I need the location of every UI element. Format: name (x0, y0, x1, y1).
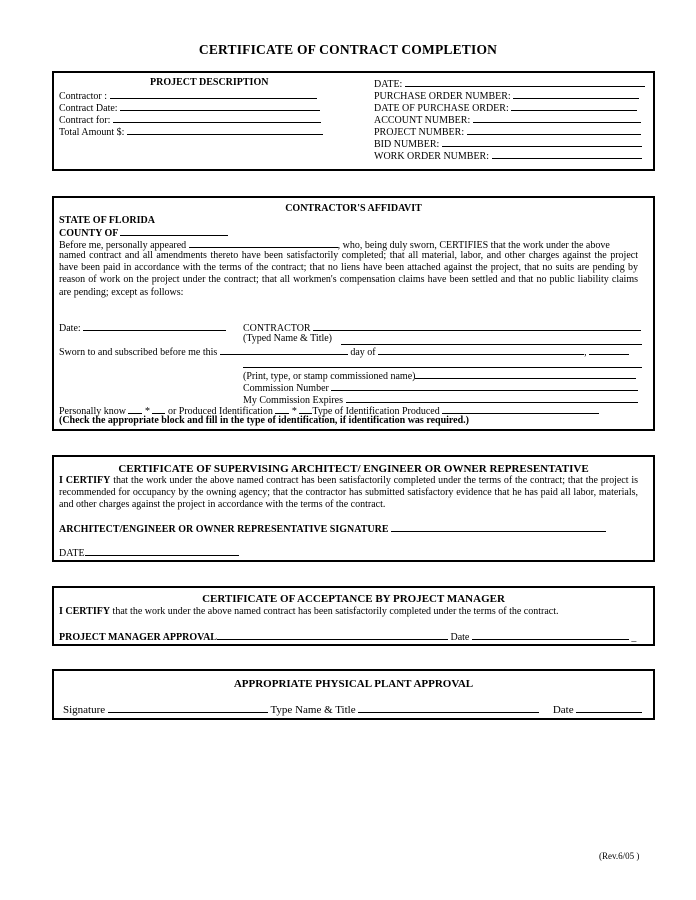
contract-for-field[interactable] (113, 113, 321, 123)
sworn-comma: , (584, 347, 587, 358)
day-of-label: day of (350, 347, 376, 358)
po-number-label: PURCHASE ORDER NUMBER: (374, 91, 511, 102)
contract-date-label: Contract Date: (59, 103, 118, 114)
architect-certificate-section (52, 455, 655, 562)
plant-signature-row (63, 703, 642, 716)
asterisk-1: * (144, 406, 150, 417)
manager-body-text: that the work under the above named contract has been satisfactorily completed under the terms of the contract. (112, 606, 559, 617)
architect-signature-row (59, 522, 606, 536)
county-label: COUNTY OF (59, 228, 118, 239)
before-me-label: Before me, personally appeared (59, 240, 187, 251)
project-manager-section (52, 586, 655, 646)
typed-name-label: (Typed Name & Title) (243, 333, 333, 344)
sworn-month-field[interactable] (378, 345, 584, 355)
sworn-row (59, 345, 629, 359)
plant-type-name-field[interactable] (358, 703, 539, 713)
po-date-label: DATE OF PURCHASE ORDER: (374, 103, 509, 114)
manager-approval-field[interactable] (217, 630, 448, 640)
sworn-label: Sworn to and subscribed before me this (59, 347, 218, 358)
date-label: DATE: (374, 79, 403, 90)
bid-number-label: BID NUMBER: (374, 139, 440, 150)
commission-number-label: Commission Number (243, 383, 329, 394)
personally-known-checkbox[interactable] (128, 404, 142, 414)
project-number-field[interactable] (467, 125, 641, 135)
manager-date-trail: _ (631, 632, 637, 643)
project-number-label: PROJECT NUMBER: (374, 127, 465, 138)
po-date-field[interactable] (511, 101, 637, 111)
affidavit-date-label: Date: (59, 323, 81, 334)
manager-i-certify: I CERTIFY (59, 606, 111, 617)
affidavit-body: named contract and all amendments thereto have been satisfactorily completed; that all material, labor, and other charges against the project have been paid in accordance with the terms of the contract; that no liens have been attached against the project, that no suits are pending by reason of work on the project under the contract; that all workmen's compensation claims have been settled and that no public liability claims are pending; except as follows: (59, 250, 638, 298)
affidavit-heading: CONTRACTOR'S AFFIDAVIT (285, 203, 422, 214)
manager-body (59, 606, 559, 618)
manager-date-label: Date (450, 632, 470, 643)
work-order-number-field[interactable] (492, 149, 642, 159)
affidavit-date-field[interactable] (83, 321, 226, 331)
plant-date-label: Date (552, 704, 574, 716)
contractor-label: Contractor : (59, 91, 108, 102)
contract-for-label: Contract for: (59, 115, 111, 126)
project-description-heading: PROJECT DESCRIPTION (150, 77, 269, 88)
work-order-number-row (374, 149, 642, 163)
type-id-label: Type of Identification Produced (312, 406, 440, 417)
total-amount-label: Total Amount $: (59, 127, 125, 138)
total-amount-field[interactable] (127, 125, 323, 135)
po-number-field[interactable] (513, 89, 639, 99)
contractor-field[interactable] (110, 89, 317, 99)
architect-body (59, 475, 638, 512)
bid-number-field[interactable] (442, 137, 642, 147)
project-description-section (52, 71, 655, 171)
produced-id-blank[interactable] (299, 404, 312, 414)
revision-label: (Rev.6/05 ) (599, 851, 640, 861)
architect-date-row (59, 546, 239, 560)
document-title: CERTIFICATE OF CONTRACT COMPLETION (198, 42, 498, 57)
notary-signature-field[interactable] (243, 359, 642, 368)
architect-signature-field[interactable] (391, 522, 606, 532)
produced-id-checkbox[interactable] (275, 404, 289, 414)
contractor-signature-label: CONTRACTOR (243, 323, 311, 334)
affidavit-date-row (59, 321, 226, 335)
manager-date-field[interactable] (472, 630, 629, 640)
plant-type-name-label: Type Name & Title (270, 704, 356, 716)
or-produced-label: or Produced Identification (167, 406, 273, 417)
architect-signature-label: ARCHITECT/ENGINEER OR OWNER REPRESENTATIVE SIGNATURE (59, 524, 389, 535)
manager-approval-label: PROJECT MANAGER APPROVAL (59, 632, 217, 643)
architect-body-text: that the work under the above named contract has been satisfactorily completed under the terms of the contract; that the project is recommended for occupancy by the owning agency; that the contractor has submitted satisfactory evidence that he has paid all labor, materials, and other charges against the project in accordance with the terms of the contract. (59, 475, 639, 511)
sworn-day-field[interactable] (220, 345, 348, 355)
type-id-field[interactable] (442, 404, 599, 414)
print-name-field[interactable] (415, 369, 636, 379)
asterisk-2: * (291, 406, 297, 417)
total-amount-row (59, 125, 323, 139)
plant-signature-field[interactable] (108, 703, 268, 713)
typed-name-field[interactable] (341, 336, 642, 345)
personally-known-blank[interactable] (152, 404, 165, 414)
plant-signature-label: Signature (63, 704, 106, 716)
architect-date-field[interactable] (85, 546, 239, 556)
county-field[interactable] (120, 226, 228, 236)
contractor-signature-field[interactable] (313, 321, 641, 331)
manager-approval-row (59, 630, 636, 644)
sworn-year-field[interactable] (589, 345, 629, 355)
contractor-affidavit-section (52, 196, 655, 431)
personally-known-label: Personally know (59, 406, 126, 417)
affiant-name-field[interactable] (189, 238, 338, 248)
architect-heading: CERTIFICATE OF SUPERVISING ARCHITECT/ ENGINEER OR OWNER REPRESENTATIVE (118, 463, 589, 475)
account-number-field[interactable] (473, 113, 641, 123)
contract-date-field[interactable] (120, 101, 320, 111)
architect-i-certify: I CERTIFY (59, 475, 111, 486)
state-label: STATE OF FLORIDA (59, 215, 155, 226)
commission-expires-field[interactable] (346, 393, 638, 403)
print-type-label: (Print, type, or stamp commissioned name) (243, 371, 416, 382)
identification-note: (Check the appropriate block and fill in the type of identification, if identification was required.) (59, 415, 470, 426)
work-order-number-label: WORK ORDER NUMBER: (374, 151, 490, 162)
plant-heading: APPROPRIATE PHYSICAL PLANT APPROVAL (233, 678, 474, 690)
architect-date-label: DATE (59, 548, 85, 559)
plant-date-field[interactable] (576, 703, 642, 713)
commission-expires-label: My Commission Expires (243, 395, 344, 406)
account-number-label: ACCOUNT NUMBER: (374, 115, 471, 126)
certifies-text: , who, being duly sworn, CERTIFIES that the work under the above (337, 240, 610, 251)
commission-number-field[interactable] (331, 381, 638, 391)
manager-heading: CERTIFICATE OF ACCEPTANCE BY PROJECT MANAGER (202, 593, 505, 605)
date-field[interactable] (405, 77, 645, 87)
physical-plant-section (52, 669, 655, 720)
